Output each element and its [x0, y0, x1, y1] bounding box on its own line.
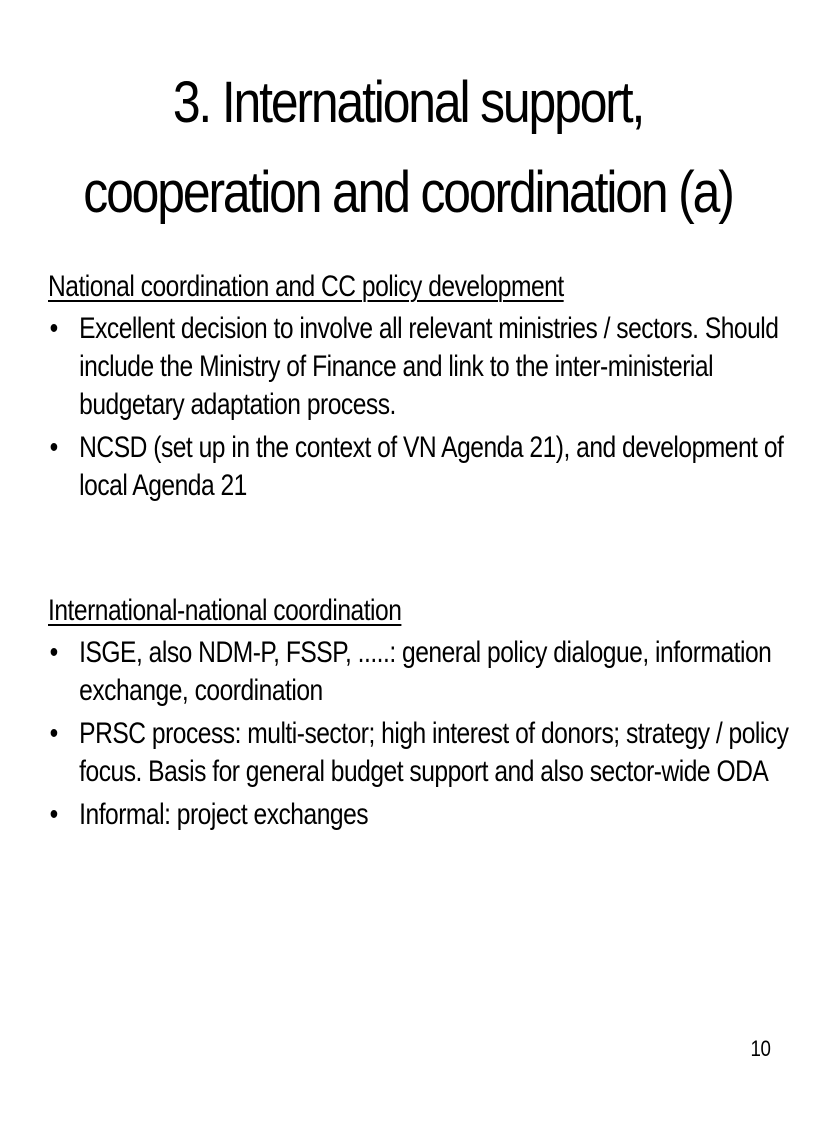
bullet-icon: • — [49, 312, 58, 345]
bullet-item — [48, 715, 789, 791]
slide-title — [57, 58, 759, 238]
bullet-icon: • — [49, 798, 58, 831]
bullet-text: Informal: project exchanges — [79, 798, 369, 831]
bullet-list — [48, 310, 784, 505]
bullet-text: ISGE, also NDM-P, FSSP, .....: general policy dialogue, information exchange, coordination — [79, 636, 772, 707]
bullet-text: NCSD (set up in the context of VN Agenda 21), and development of local Agenda 21 — [79, 431, 784, 502]
section-heading: International-national coordination — [48, 594, 402, 627]
title-line-2: cooperation and coordination (a) — [83, 160, 733, 225]
page-number: 10 — [750, 1036, 770, 1061]
bullet-item — [48, 634, 789, 710]
bullet-item — [48, 796, 789, 834]
bullet-text: PRSC process: multi-sector; high interest of donors; strategy / policy focus. Basis for general budget support and also sector-wide ODA — [79, 717, 789, 788]
bullet-text: Excellent decision to involve all relevant ministries / sectors. Should include the Ministry of Finance and link to the inter-ministerial budgetary adaptation process. — [79, 312, 779, 421]
bullet-list — [48, 634, 789, 834]
section-international-coordination — [48, 592, 789, 839]
section-heading: National coordination and CC policy development — [48, 270, 564, 303]
bullet-item — [48, 310, 789, 424]
bullet-icon: • — [49, 717, 58, 750]
bullet-item — [48, 429, 789, 505]
title-line-1: 3. International support, — [172, 70, 644, 135]
section-national-coordination — [48, 268, 784, 510]
bullet-icon: • — [49, 431, 58, 464]
bullet-icon: • — [49, 636, 58, 669]
